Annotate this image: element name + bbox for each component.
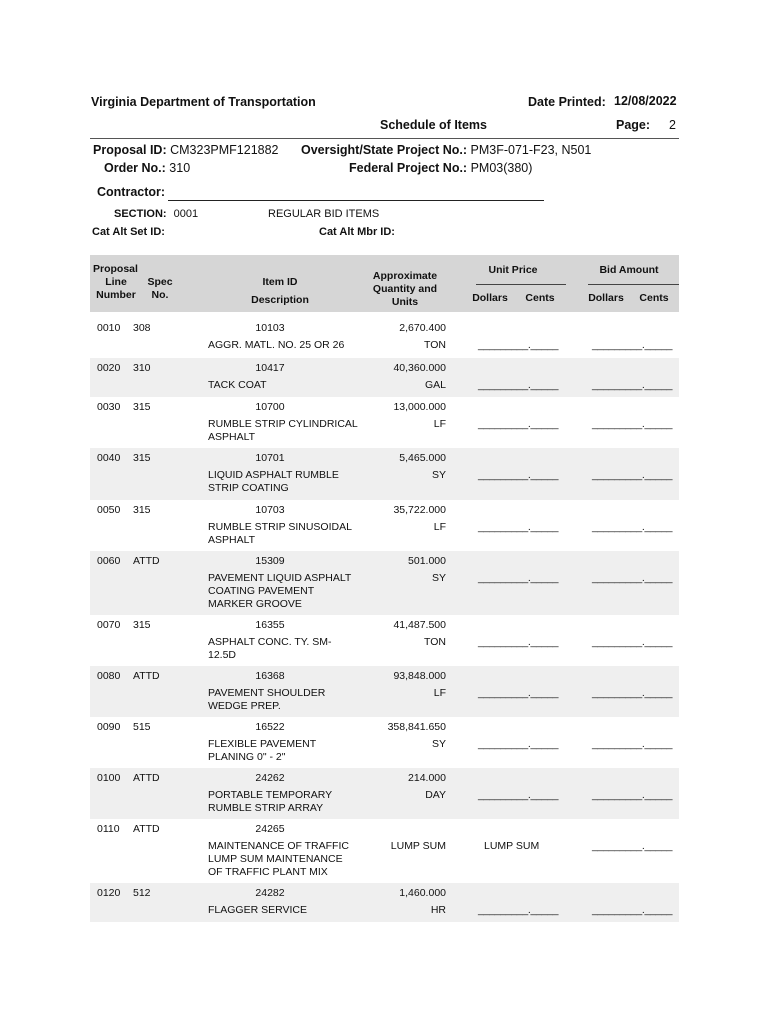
bid-amount-blank[interactable]: _________._____ [592,738,673,750]
unit-price-blank[interactable]: _________._____ [478,572,559,584]
table-row [90,358,679,397]
federal-project-label: Federal Project No.: [349,161,468,175]
description-line: STRIP COATING [208,482,289,494]
item-description [208,572,351,611]
table-row [90,500,679,551]
spec-number: 315 [133,504,151,516]
unit-price-cents-header: Cents [525,292,555,304]
table-row [90,318,679,358]
header-text: Approximate [372,270,438,282]
unit-price-lump-sum: LUMP SUM [484,840,540,852]
description-line: AGGR. MATL. NO. 25 OR 26 [208,339,345,351]
contractor-line [168,200,544,201]
spec-number: 308 [133,322,151,334]
header-text: Units [391,296,419,308]
unit: SY [431,738,446,750]
bid-amount-blank[interactable]: _________._____ [592,687,673,699]
oversight-project-field [301,143,591,157]
description-line: LUMP SUM MAINTENANCE [208,853,343,865]
quantity: 5,465.000 [399,452,446,464]
table-header [90,255,679,312]
bid-amount-blank[interactable]: _________._____ [592,789,673,801]
line-number: 0090 [97,721,121,733]
line-number: 0030 [97,401,121,413]
bid-dollars-header: Dollars [588,292,624,304]
item-description [208,379,267,392]
bid-amount-blank[interactable]: _________._____ [592,636,673,648]
quantity: 35,722.000 [393,504,446,516]
unit-price-blank[interactable]: _________._____ [478,469,559,481]
bid-amount-blank[interactable]: _________._____ [592,521,673,533]
date-printed-label: Date Printed: [528,95,606,109]
spec-number: ATTD [133,772,160,784]
unit: SY [431,469,446,481]
line-number: 0060 [97,555,121,567]
item-description [208,789,332,815]
description-line: WEDGE PREP. [208,700,281,712]
bid-amount-blank[interactable]: _________._____ [592,572,673,584]
proposal-id-field [93,143,279,157]
description-line: PORTABLE TEMPORARY [208,789,333,801]
line-number: 0040 [97,452,121,464]
description-line: MARKER GROOVE [208,598,302,610]
description-line: ASPHALT [208,534,256,546]
spec-number: 512 [133,887,151,899]
item-description [208,904,307,917]
item-id: 10700 [255,401,285,413]
order-no-field [104,161,190,175]
quantity: 41,487.500 [393,619,446,631]
quantity: 501.000 [408,555,446,567]
unit-price-blank[interactable]: _________._____ [478,789,559,801]
line-number: 0100 [97,772,121,784]
table-row [90,397,679,448]
item-id: 10103 [255,322,285,334]
unit-price-dollars-header: Dollars [472,292,508,304]
line-number: 0010 [97,322,121,334]
item-description [208,738,316,764]
unit-price-blank[interactable]: _________._____ [478,738,559,750]
header-text: Number [96,289,136,301]
section-name: REGULAR BID ITEMS [268,208,380,220]
table-row [90,768,679,819]
header-text: Spec [147,276,173,288]
table-row [90,819,679,883]
unit-price-blank[interactable]: _________._____ [478,904,559,916]
spec-number: 515 [133,721,151,733]
unit: TON [424,636,446,648]
description-line: 12.5D [208,649,237,661]
proposal-id-value: CM323PMF121882 [170,143,279,157]
bid-amount-blank[interactable]: _________._____ [592,840,673,852]
page-number: 2 [669,118,676,132]
item-header [230,276,330,307]
line-number: 0110 [97,823,120,835]
oversight-project-value: PM3F-071-F23, N501 [470,143,592,157]
spec-number: ATTD [133,823,160,835]
bid-amount-blank[interactable]: _________._____ [592,379,673,391]
line-number: 0120 [97,887,121,899]
quantity: 13,000.000 [393,401,446,413]
unit-price-blank[interactable]: _________._____ [478,379,559,391]
description-line: TACK COAT [208,379,267,391]
unit-price-blank[interactable]: _________._____ [478,687,559,699]
item-description [208,636,332,662]
table-row [90,883,679,922]
header-text: Item ID [262,276,298,288]
item-id: 16522 [255,721,285,733]
quantity: 93,848.000 [393,670,446,682]
unit: TON [424,339,446,351]
unit: LUMP SUM [390,840,446,852]
unit: HR [430,904,446,916]
header-text: Proposal [93,263,138,275]
bid-amount-blank[interactable]: _________._____ [592,469,673,481]
federal-project-field [349,161,532,175]
bid-amount-blank[interactable]: _________._____ [592,904,673,916]
oversight-project-label: Oversight/State Project No.: [301,143,468,157]
unit-price-blank[interactable]: _________._____ [478,339,559,351]
description-line: PAVEMENT SHOULDER [208,687,326,699]
description-line: ASPHALT CONC. TY. SM- [208,636,332,648]
quantity: 214.000 [408,772,446,784]
unit: LF [433,687,446,699]
order-no-label: Order No.: [104,161,166,175]
proposal-line-header [90,263,142,302]
description-line: LIQUID ASPHALT RUMBLE [208,469,339,481]
spec-number: ATTD [133,670,160,682]
unit: LF [433,521,446,533]
header-text: Line [105,276,127,288]
line-number: 0020 [97,362,121,374]
description-line: ASPHALT [208,431,256,443]
item-id: 15309 [255,555,285,567]
unit-price-header: Unit Price [488,264,538,276]
table-row [90,717,679,768]
quantity: 2,670.400 [399,322,446,334]
bid-amount-rule [588,284,679,285]
header-text: Quantity and [372,283,438,295]
item-id: 24282 [255,887,285,899]
table-row [90,666,679,717]
item-id: 10703 [255,504,285,516]
order-no-value: 310 [169,161,191,175]
cat-alt-mbr-label: Cat Alt Mbr ID: [319,226,395,238]
unit: LF [433,418,446,430]
spec-number: 310 [133,362,151,374]
item-description [208,339,344,352]
item-id: 16355 [255,619,285,631]
item-id: 10417 [255,362,285,374]
unit: GAL [424,379,446,391]
quantity: 358,841.650 [387,721,446,733]
unit-price-rule [476,284,566,285]
description-line: OF TRAFFIC PLANT MIX [208,866,328,878]
bid-cents-header: Cents [639,292,669,304]
spec-header [142,276,178,302]
item-description [208,521,352,547]
line-number: 0050 [97,504,121,516]
quantity: 1,460.000 [399,887,446,899]
line-number: 0070 [97,619,121,631]
item-description [208,840,349,879]
description-line: PLANING 0" - 2" [208,751,286,763]
date-printed-value: 12/08/2022 [614,94,677,108]
description-line: FLEXIBLE PAVEMENT [208,738,317,750]
item-description [208,687,325,713]
schedule-title: Schedule of Items [380,118,487,132]
contractor-label: Contractor: [97,185,166,199]
item-id: 24265 [255,823,285,835]
description-line: COATING PAVEMENT [208,585,315,597]
unit-price-blank[interactable]: _________._____ [478,521,559,533]
spec-number: ATTD [133,555,160,567]
header-divider [90,138,679,139]
federal-project-value: PM03(380) [470,161,533,175]
quantity: 40,360.000 [393,362,446,374]
table-row [90,615,679,666]
organization-name: Virginia Department of Transportation [91,95,316,109]
unit: SY [431,572,446,584]
bid-amount-blank[interactable]: _________._____ [592,339,673,351]
proposal-id-label: Proposal ID: [93,143,167,157]
unit: DAY [425,789,446,801]
description-line: MAINTENANCE OF TRAFFIC [208,840,349,852]
spec-number: 315 [133,401,151,413]
description-line: FLAGGER SERVICE [208,904,308,916]
spec-number: 315 [133,452,151,464]
description-line: RUMBLE STRIP ARRAY [208,802,324,814]
description-line: RUMBLE STRIP SINUSOIDAL [208,521,352,533]
unit-price-blank[interactable]: _________._____ [478,418,559,430]
line-number: 0080 [97,670,121,682]
item-id: 10701 [255,452,285,464]
table-row [90,448,679,500]
bid-amount-header: Bid Amount [599,264,659,276]
page-label: Page: [616,118,651,132]
description-line: PAVEMENT LIQUID ASPHALT [208,572,352,584]
item-id: 24262 [255,772,285,784]
header-text: Description [251,294,309,306]
header-text: No. [151,289,169,301]
item-description [208,418,358,444]
section-label: SECTION: [114,208,167,220]
table-row [90,551,679,615]
section-field [114,208,198,220]
bid-amount-blank[interactable]: _________._____ [592,418,673,430]
cat-alt-set-label: Cat Alt Set ID: [92,226,165,238]
item-id: 16368 [255,670,285,682]
section-number: 0001 [173,208,199,220]
items-table-body [90,318,679,922]
description-line: RUMBLE STRIP CYLINDRICAL [208,418,358,430]
item-description [208,469,339,495]
quantity-header [358,270,452,309]
spec-number: 315 [133,619,151,631]
unit-price-blank[interactable]: _________._____ [478,636,559,648]
